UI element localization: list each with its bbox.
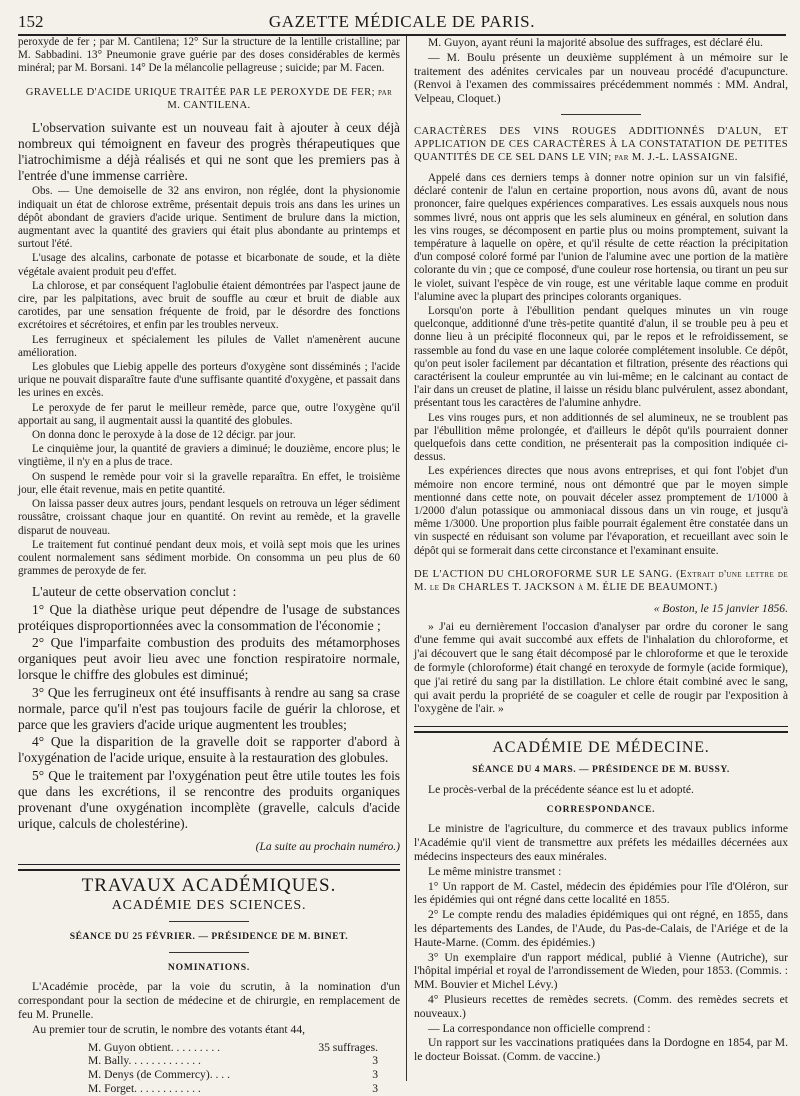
conclusion-item: 2° Que l'imparfaite combustion des produits des métamorphoses organiques peut avoir lieu avec une fonction respiratoire normale, lorsque le chiffre des globules est diminué; (18, 634, 400, 683)
boulu-note: — M. Boulu présente un deuxième supplément à un mémoire sur le traitement des adénites cervicales par un nouveau procédé d'acupuncture. (Renvoi à l'examen des commissaires précédemment nommés : MM. Andral, Velpeau, Cloquet.) (414, 50, 788, 106)
obs-paragraph: Obs. — Une demoiselle de 32 ans environ, non réglée, dont la physionomie indiquait un état de chlorose extrême, présentait depuis trois ans dans les urines un dépôt abondant de graviers d'acide urique. Sentiment de brulure dans la miction, augmentant avec la quantité des graviers qui était plus abondante au printemps et surtout l'été. (18, 185, 400, 251)
correspondence-item: 2° Le compte rendu des maladies épidémiques qui ont régné, en 1855, dans les départements des Landes, de l'Aude, du Pas-de-Calais, de l'Ariége et de la Haute-Marne. (Comm. des épidémies.) (414, 908, 788, 949)
election-result: M. Guyon, ayant réuni la majorité absolue des suffrages, est déclaré élu. (428, 36, 763, 49)
vote-row (88, 1068, 400, 1082)
letter-dateline: « Boston, le 15 janvier 1856. (653, 601, 788, 615)
section-divider (414, 726, 788, 733)
chloroform-letter: » J'ai eu dernièrement l'occasion d'analyser par ordre du coroner le sang d'une femme qui avait succombé aux effets de l'inhalation du chloroforme, et j'ai découvert que le sang était décomposé par le chloroforme et que le teroxide de formyle (chloroforme) était changé en teroxyde de formyle (acide formique), que j'ai retiré du sang par la distillation. Le chlore était combiné avec le sang, qui avait perdu la propriété de se coaguler et celle de rougir par l'exposition à l'oxygène de l'air. » (414, 619, 788, 716)
short-rule (169, 952, 249, 953)
correspondence-list (414, 822, 788, 1064)
obs-paragraph: On donna donc le peroxyde à la dose de 12 décigr. par jour. (32, 429, 296, 442)
obs-paragraph: Le traitement fut continué pendant deux mois, et voilà sept mois que les urines coulent normalement sans sédiment morbide. On consomma un peu plus de 60 grammes de peroxyde de fer. (18, 538, 400, 578)
wine-article-body (414, 172, 788, 558)
academy-title: ACADÉMIE DE MÉDECINE. (492, 739, 710, 757)
ballot-intro: Au premier tour de scrutin, le nombre des votants étant 44, (32, 1022, 306, 1036)
conclusion-item: 3° Que les ferrugineux ont été insuffisants à rendre au sang sa crase normale, parce qu'il n'est pas toujours facile de guérir la chlorose, et parce que les graviers d'acide urique augmentent les troubles; (18, 684, 400, 732)
vote-count: 35 suffrages. (318, 1040, 378, 1054)
top-paragraph: peroxyde de fer ; par M. Cantilena; 12° Sur la structure de la lentille cristalline; par M. Sabbadini. 13° Pneumonie grave guérie par des doses considérables de kermès minéral; par M. Borsani. 14° De la mélancolie pellagreuse ; suicide; par M. Facen. (18, 36, 400, 75)
correspondence-heading: CORRESPONDANCE. (546, 803, 656, 815)
vote-name: M. Guyon obtient. . . . . . . . . (88, 1040, 221, 1054)
correspondence-item: 3° Un exemplaire d'un rapport médical, publié à Vienne (Autriche), sur l'hôpital impérial et royal de l'arrondissement de Wieden, pour 1853. (Commis. : MM. Bouvier et Michel Lévy.) (414, 950, 788, 992)
conclusions-block (18, 584, 400, 832)
left-column (18, 36, 400, 1095)
conclusion-item: 4° Que la disparition de la gravelle doit se rapporter d'abord à l'oxygénation de l'acide urique, ensuite à la restauration des globules. (18, 734, 400, 766)
vote-row (88, 1041, 400, 1055)
continued-note: (La suite au prochain numéro.) (255, 840, 400, 854)
obs-paragraph: Les globules que Liebig appelle des porteurs d'oxygène sont disséminés ; l'acide urique ne pouvait disparaître faute d'une suffisante quantité d'oxygène, et passait dans les urines en excès. (18, 361, 400, 400)
conclusion-item: 5° Que le traitement par l'oxygénation peut être utile toutes les fois que dans les excrétions, il se rencontre des produits organiques provenant d'une oxygénation incomplète (gravelle, calculs d'acide urique, calculs de cholestérine). (18, 767, 400, 832)
session-heading: SÉANCE DU 4 MARS. — PRÉSIDENCE DE M. BUSSY. (472, 764, 730, 776)
obs-paragraph: Les ferrugineux et spécialement les pilules de Vallet n'amenèrent aucune amélioration. (18, 333, 400, 359)
nominations-paragraph: L'Académie procède, par la voie du scrutin, à la nomination d'un correspondant pour la section de médecine et de chirurgie, en remplacement de feu M. Prunelle. (18, 980, 400, 1021)
section-divider (18, 864, 400, 871)
session-heading: SÉANCE DU 25 FÉVRIER. — PRÉSIDENCE DE M. BINET. (69, 930, 349, 942)
minutes-note: Le procès-verbal de la précédente séance est lu et adopté. (428, 782, 694, 796)
right-column (414, 36, 788, 1081)
section-title: TRAVAUX ACADÉMIQUES. (81, 875, 337, 897)
vote-name: M. Bally. . . . . . . . . . . . . (88, 1054, 201, 1068)
article-title: GRAVELLE D'ACIDE URIQUE TRAITÉE PAR LE PEROXYDE DE FER; par M. CANTILENA. (25, 86, 393, 111)
obs-paragraph: L'usage des alcalins, carbonate de potasse et bicarbonate de soude, et la diète végétale avaient produit peu d'effet. (18, 252, 400, 278)
obs-paragraph: On laissa passer deux autres jours, pendant lesquels on retrouva un léger sédiment roussâtre, croissant chaque jour en quantité. On revint au remède, et la gravelle disparut de nouveau. (18, 498, 400, 537)
vote-name: M. Forget. . . . . . . . . . . . (88, 1081, 201, 1095)
wine-paragraph: Les vins rouges purs, et non additionnés de sel alumineux, ne se troublent pas par l'ébullition même prolongée, et d'ailleurs le dépôt qu'ils pourraient donner quelquefois dans cette condition, ne présenterait pas la composition indiquée ci-dessus. (414, 411, 788, 464)
obs-paragraph: Le peroxyde de fer parut le meilleur remède, parce que, outre l'oxygène qu'il apportait au sang, il augmentait aussi la quantité des globules. (18, 401, 400, 427)
wine-paragraph: Lorsqu'on porte à l'ébullition pendant quelques minutes un vin rouge quelconque, additionné d'une très-petite quantité d'alun, il se trouble peu à peu et donne lieu à un précipité floconneux qui, par le repos et le refroidissement, se rassemble au fond du vase en une laque colorée complétement insoluble. Ce dépôt, qu'on peut isoler facilement par décantation et filtration, présente des réactions qui caractérisent la couleur empruntée au vin lui-même; en le calcinant au contact de l'air dans un creuset de platine, il laisse un résidu blanc pulvérulent, assez abondant, présentant tous les caractères de l'alumine anhydre. (414, 305, 788, 410)
vote-count: 3 (372, 1054, 378, 1068)
obs-paragraph: Le cinquième jour, la quantité de graviers a diminué; le douzième, encore plus; le vingtième, il n'y en a plus de trace. (18, 443, 400, 469)
nominations-heading: NOMINATIONS. (167, 961, 251, 973)
column-divider (406, 36, 407, 1081)
academy-title: ACADÉMIE DES SCIENCES. (111, 897, 307, 913)
page-number: 152 (18, 12, 44, 31)
vote-count: 3 (372, 1068, 378, 1082)
wine-paragraph: Appelé dans ces derniers temps à donner notre opinion sur un vin falsifié, déclaré contenir de l'alun en certaine proportion, nous avons dû, avant de nous prononcer, faire quelques expériences comparatives. Les essais auxquels nous nous sommes livré, nous ont appris que les sels alumineux en général, en solution dans les vins rouges, se décomposent en partie plus ou moins promptement, suivant la température à laquelle on opère, et qu'il résulte de cette réaction la précipitation d'un composé coloré formé par l'union de l'alumine avec une portion de la matière colorante du vin ; que ce composé, d'une couleur rose hortensia, ou tirant un peu sur le violet, suivant l'espèce de vin rouge, est une véritable laque comme en produit l'alumine avec la plupart des principes colorants organiques. (414, 171, 788, 303)
correspondence-item: Le même ministre transmet : (428, 864, 562, 878)
conclusion-item: L'auteur de cette observation conclut : (32, 584, 237, 600)
correspondence-item: 4° Plusieurs recettes de remèdes secrets. (Comm. des remèdes secrets et nouveaux.) (414, 993, 788, 1020)
correspondence-item: — La correspondance non officielle comprend : (428, 1021, 651, 1035)
vote-count: 3 (372, 1081, 378, 1095)
article-intro: L'observation suivante est un nouveau fait à ajouter à ceux déjà nombreux qui témoignent en faveur des progrès thérapeutiques que l'iatrochimisme a déjà réalisés et qui ne sont que les premiers pas à l'entrée d'une immense carrière. (18, 119, 400, 184)
observation-block (18, 185, 400, 578)
wine-paragraph: Les expériences directes que nous avons entreprises, et qui font l'objet d'un mémoire non encore terminé, nous ont démontré que par le moyen simple mentionné dans cette note, on pouvait déceler assez promptement de 1/1000 à 1/2000 d'alun potassique ou ammoniacal dissous dans un vin rouge, et jusqu'à même 1/3000. Une proportion plus faible pourrait également être constatée dans un vin suspecté en réduisant son volume par l'évaporation, et recueillant avec soin le dépôt qui se formerait dans cette circonstance et l'examinant ensuite. (414, 465, 788, 557)
vote-row (88, 1054, 400, 1068)
wine-article-title: CARACTÈRES DES VINS ROUGES ADDITIONNÉS D'ALUN, ET APPLICATION DE CES CARACTÈRES À LA CONSTATATION DE PETITES QUANTITÉS DE CE SEL DANS LE VIN; par M. J.-L. LASSAIGNE. (414, 125, 788, 163)
short-rule (561, 114, 641, 115)
conclusion-item: 1° Que la diathèse urique peut dépendre de l'usage de substances protéiques disproportionnées avec la consommation de l'économie ; (18, 601, 400, 633)
obs-paragraph: La chlorose, et par conséquent l'aglobulie étaient démontrées par l'aspect jaune de cire, par les palpitations, avec bruit de souffle au cœur et bruit de diable aux carotides, par une sensation fréquente de froid, par le désordre des fonctions excrétoires et sécrétoires, et enfin par les troubles nerveux. (18, 279, 400, 332)
vote-row (88, 1082, 400, 1096)
correspondence-item: Un rapport sur les vaccinations pratiquées dans la Dordogne en 1854, par M. le docteur Boissat. (Comm. de vaccine.) (414, 1036, 788, 1064)
vote-name: M. Denys (de Commercy). . . . (88, 1068, 230, 1082)
chloroform-article-title: DE L'ACTION DU CHLOROFORME SUR LE SANG. (Extrait d'une lettre de M. le Dr CHARLES T. JACKSON à M. ÉLIE DE BEAUMONT.) (414, 568, 788, 593)
correspondence-item: Le ministre de l'agriculture, du commerce et des travaux publics informe l'Académie qu'il vient de transmettre aux préfets les médailles décernées aux médecins inspecteurs des eaux minérales. (414, 822, 788, 864)
correspondence-item: 1° Un rapport de M. Castel, médecin des épidémies pour l'île d'Oléron, sur les épidémies qui ont régné dans cette localité en 1855. (414, 879, 788, 907)
short-rule (169, 921, 249, 922)
running-title: GAZETTE MÉDICALE DE PARIS. (268, 12, 536, 31)
vote-list (88, 1041, 400, 1096)
page-header (18, 8, 786, 36)
obs-paragraph: On suspend le remède pour voir si la gravelle reparaîtra. En effet, le troisième jour, elle était revenue, mais en petite quantité. (18, 470, 400, 496)
